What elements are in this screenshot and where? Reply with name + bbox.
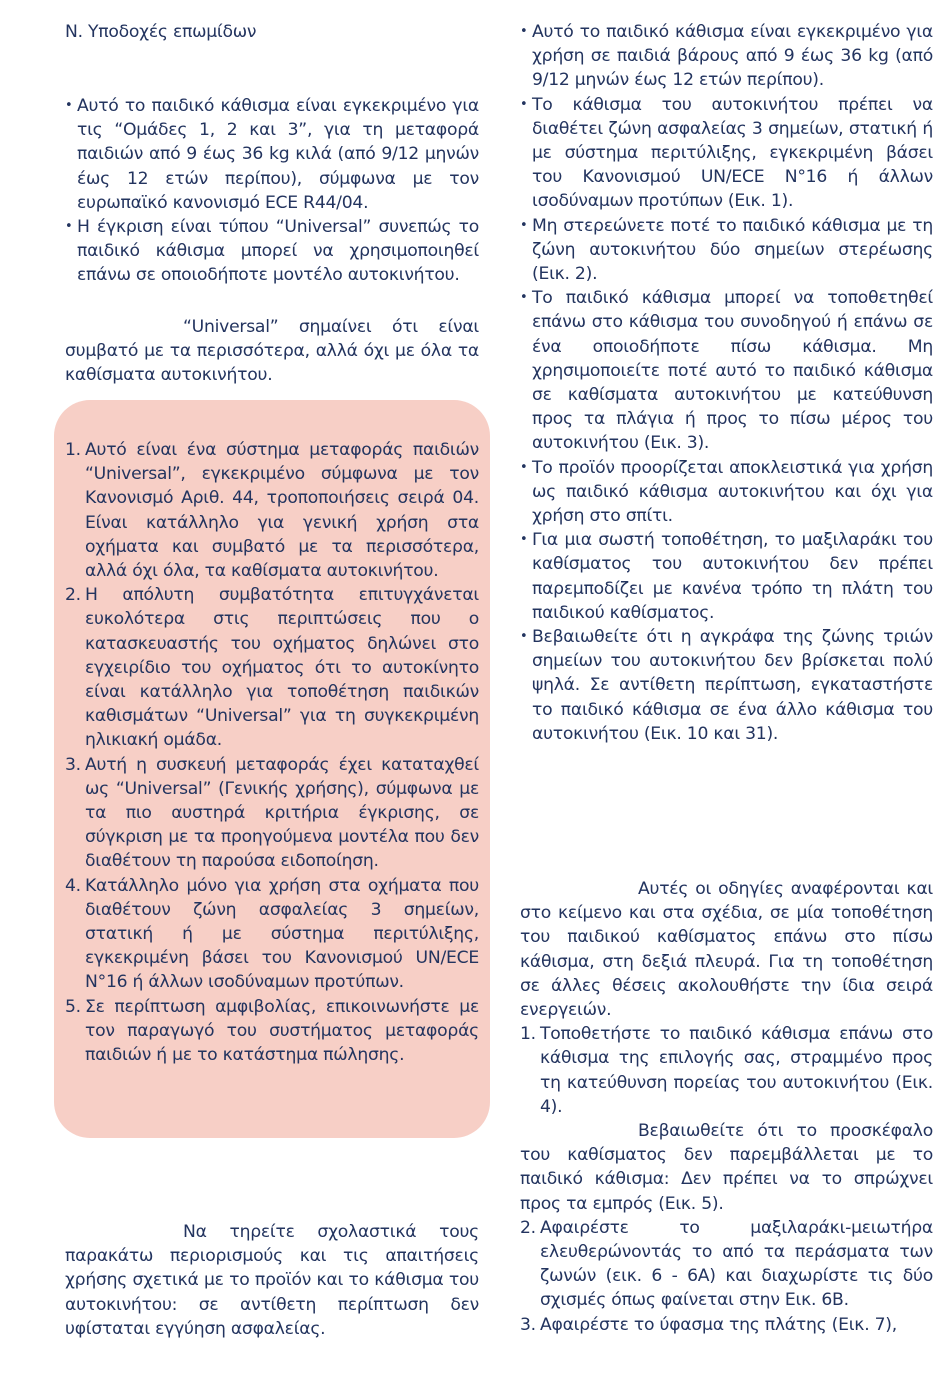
left-bullet-list xyxy=(65,94,479,288)
list-item: • Για μια σωστή τοποθέτηση, το μαξιλαράκι του καθίσματος του αυτοκινήτου δεν πρέπει παρεμποδίζει με κανένα τρόπο τη πλάτη του παιδικού καθίσματος. xyxy=(520,528,933,625)
list-item: • Αυτό το παιδικό κάθισμα είναι εγκεκριμένο για τις “Ομάδες 1, 2 και 3”, για τη μεταφορά παιδιών από 9 έως 36 kg κιλά (από 9/12 μηνών έως 12 ετών περίπου), σύμφωνα με τον ευρωπαϊκό κανονισμό ECE R44/04. xyxy=(65,94,479,215)
headrest-note: Βεβαιωθείτε ότι το προσκέφαλο του καθίσματος δεν παρεμβάλλεται με το παιδικό κάθισμα: Δεν πρέπει να το σπρώχνει προς τα εμπρός (Εικ. 5). xyxy=(520,1121,933,1214)
list-item: • Το παιδικό κάθισμα μπορεί να τοποθετηθεί επάνω στο κάθισμα του συνοδηγού ή επάνω σε ένα οποιοδήποτε πίσω κάθισμα. Μη χρησιμοποιείτε ποτέ αυτό το παιδικό κάθισμα σε καθίσματα αυτοκινήτου με κατεύθυνση προς τα πλάγια ή προς το πίσω μέρος του αυτοκινήτου (Εικ. 3). xyxy=(520,286,933,455)
list-item: 2. Η απόλυτη συμβατότητα επιτυγχάνεται ευκολότερα στις περιπτώσεις που ο κατασκευαστής του οχήματος δηλώνει στο εγχειρίδιο του οχήματος ότι το αυτοκίνητο είναι κατάλληλο για τοποθέτηση παιδικών καθισμάτων “Universal” για τη συγκεκριμένη ηλικιακή ομάδα. xyxy=(65,585,479,751)
list-item: • Βεβαιωθείτε ότι η αγκράφα της ζώνης τριών σημείων του αυτοκινήτου δεν βρίσκεται πολύ ψηλά. Σε αντίθετη περίπτωση, εγκαταστήστε το παιδικό κάθισμα σε ένα άλλο κάθισμα του αυτοκινήτου (Εικ. 10 και 31). xyxy=(520,625,933,746)
right-bullet-list xyxy=(520,20,933,746)
section-heading: Ν. Υποδοχές επωμίδων xyxy=(65,22,257,42)
safety-paragraph: Να τηρείτε σχολαστικά τους παρακάτω περιορισμούς και τις απαιτήσεις χρήσης σχετικά με το προϊόν και το κάθισμα του αυτοκινήτου: σε αντίθετη περίπτωση δεν υφίσταται εγγύηση ασφαλείας. xyxy=(65,1222,479,1339)
installation-section xyxy=(520,877,933,1337)
list-item: • Το προϊόν προορίζεται αποκλειστικά για χρήση ως παιδικό κάθισμα αυτοκινήτου και όχι για χρήση στο σπίτι. xyxy=(520,456,933,529)
list-item: • Αυτό το παιδικό κάθισμα είναι εγκεκριμένο για χρήση σε παιδιά βάρους από 9 έως 36 kg (από 9/12 μηνών έως 12 ετών περίπου). xyxy=(520,20,933,93)
list-item: 2. Αφαιρέστε το μαξιλαράκι-μειωτήρα ελευθερώνοντάς το από τα περάσματα των ζωνών (εικ. 6 - 6Α) και διαχωρίστε τις δύο σχισμές όπως φαίνεται στην Εικ. 6Β. xyxy=(520,1217,933,1311)
list-item: 3. Αυτή η συσκευή μεταφοράς έχει καταταχθεί ως “Universal” (Γενικής χρήσης), σύμφωνα με τα πιο αυστηρά κριτήρια έγκρισης, σε σύγκριση με τα προηγούμενα μοντέλα που δεν διαθέτουν τη παρούσα ειδοποίηση. xyxy=(65,754,479,872)
list-item: 1. Αυτό είναι ένα σύστημα μεταφοράς παιδιών “Universal”, εγκεκριμένο σύμφωνα με τον Κανονισμό Αριθ. 44, τροποποιήσεις σειρά 04. Είναι κατάλληλο για γενική χρήση στα οχήματα και συμβατό με τα περισσότερα, αλλά όχι όλα, τα καθίσματα αυτοκινήτου. xyxy=(65,440,479,582)
installation-intro: Αυτές οι οδηγίες αναφέρονται και στο κείμενο και στα σχέδια, σε μία τοποθέτηση του παιδικού καθίσματος επάνω στο πίσω κάθισμα, στη δεξιά πλευρά. Για τη τοποθέτηση σε άλλες θέσεις ακολουθήστε την ίδια σειρά ενεργειών. xyxy=(520,879,933,1021)
warning-box-list xyxy=(65,438,479,1067)
list-item: 3. Αφαιρέστε το ύφασμα της πλάτης (Εικ. 7), xyxy=(520,1314,897,1335)
list-item: • Μη στερεώνετε ποτέ το παιδικό κάθισμα με τη ζώνη αυτοκινήτου δύο σημείων στερέωσης (Εικ. 2). xyxy=(520,214,933,287)
list-item: 4. Κατάλληλο μόνο για χρήση στα οχήματα που διαθέτουν ζώνη ασφαλείας 3 σημείων, στατική ή με σύστημα περιτύλιξης, εγκεκριμένη βάσει του Κανονισμού UN/ECE N°16 ή άλλων ισοδύναμων προτύπων. xyxy=(65,875,479,993)
list-item: 5. Σε περίπτωση αμφιβολίας, επικοινωνήστε με τον παραγωγό του συστήματος μεταφοράς παιδιών ή με το κατάστημα πώλησης. xyxy=(65,996,479,1066)
list-item: • Η έγκριση είναι τύπου “Universal” συνεπώς το παιδικό κάθισμα μπορεί να χρησιμοποιηθεί επάνω σε οποιοδήποτε μοντέλο αυτοκινήτου. xyxy=(65,215,479,288)
list-item: • Το κάθισμα του αυτοκινήτου πρέπει να διαθέτει ζώνη ασφαλείας 3 σημείων, στατική ή με σύστημα περιτύλιξης, εγκεκριμένη βάσει του Κανονισμού UN/ECE N°16 ή άλλων ισοδύναμων προτύπων (Εικ. 1). xyxy=(520,93,933,214)
list-item: 1. Τοποθετήστε το παιδικό κάθισμα επάνω στο κάθισμα της επιλογής σας, στραμμένο προς τη κατεύθυνση πορείας του αυτοκινήτου (Εικ. 4). xyxy=(520,1024,933,1117)
universal-note: “Universal” σημαίνει ότι είναι συμβατό με τα περισσότερα, αλλά όχι με όλα τα καθίσματα αυτοκινήτου. xyxy=(65,317,479,386)
